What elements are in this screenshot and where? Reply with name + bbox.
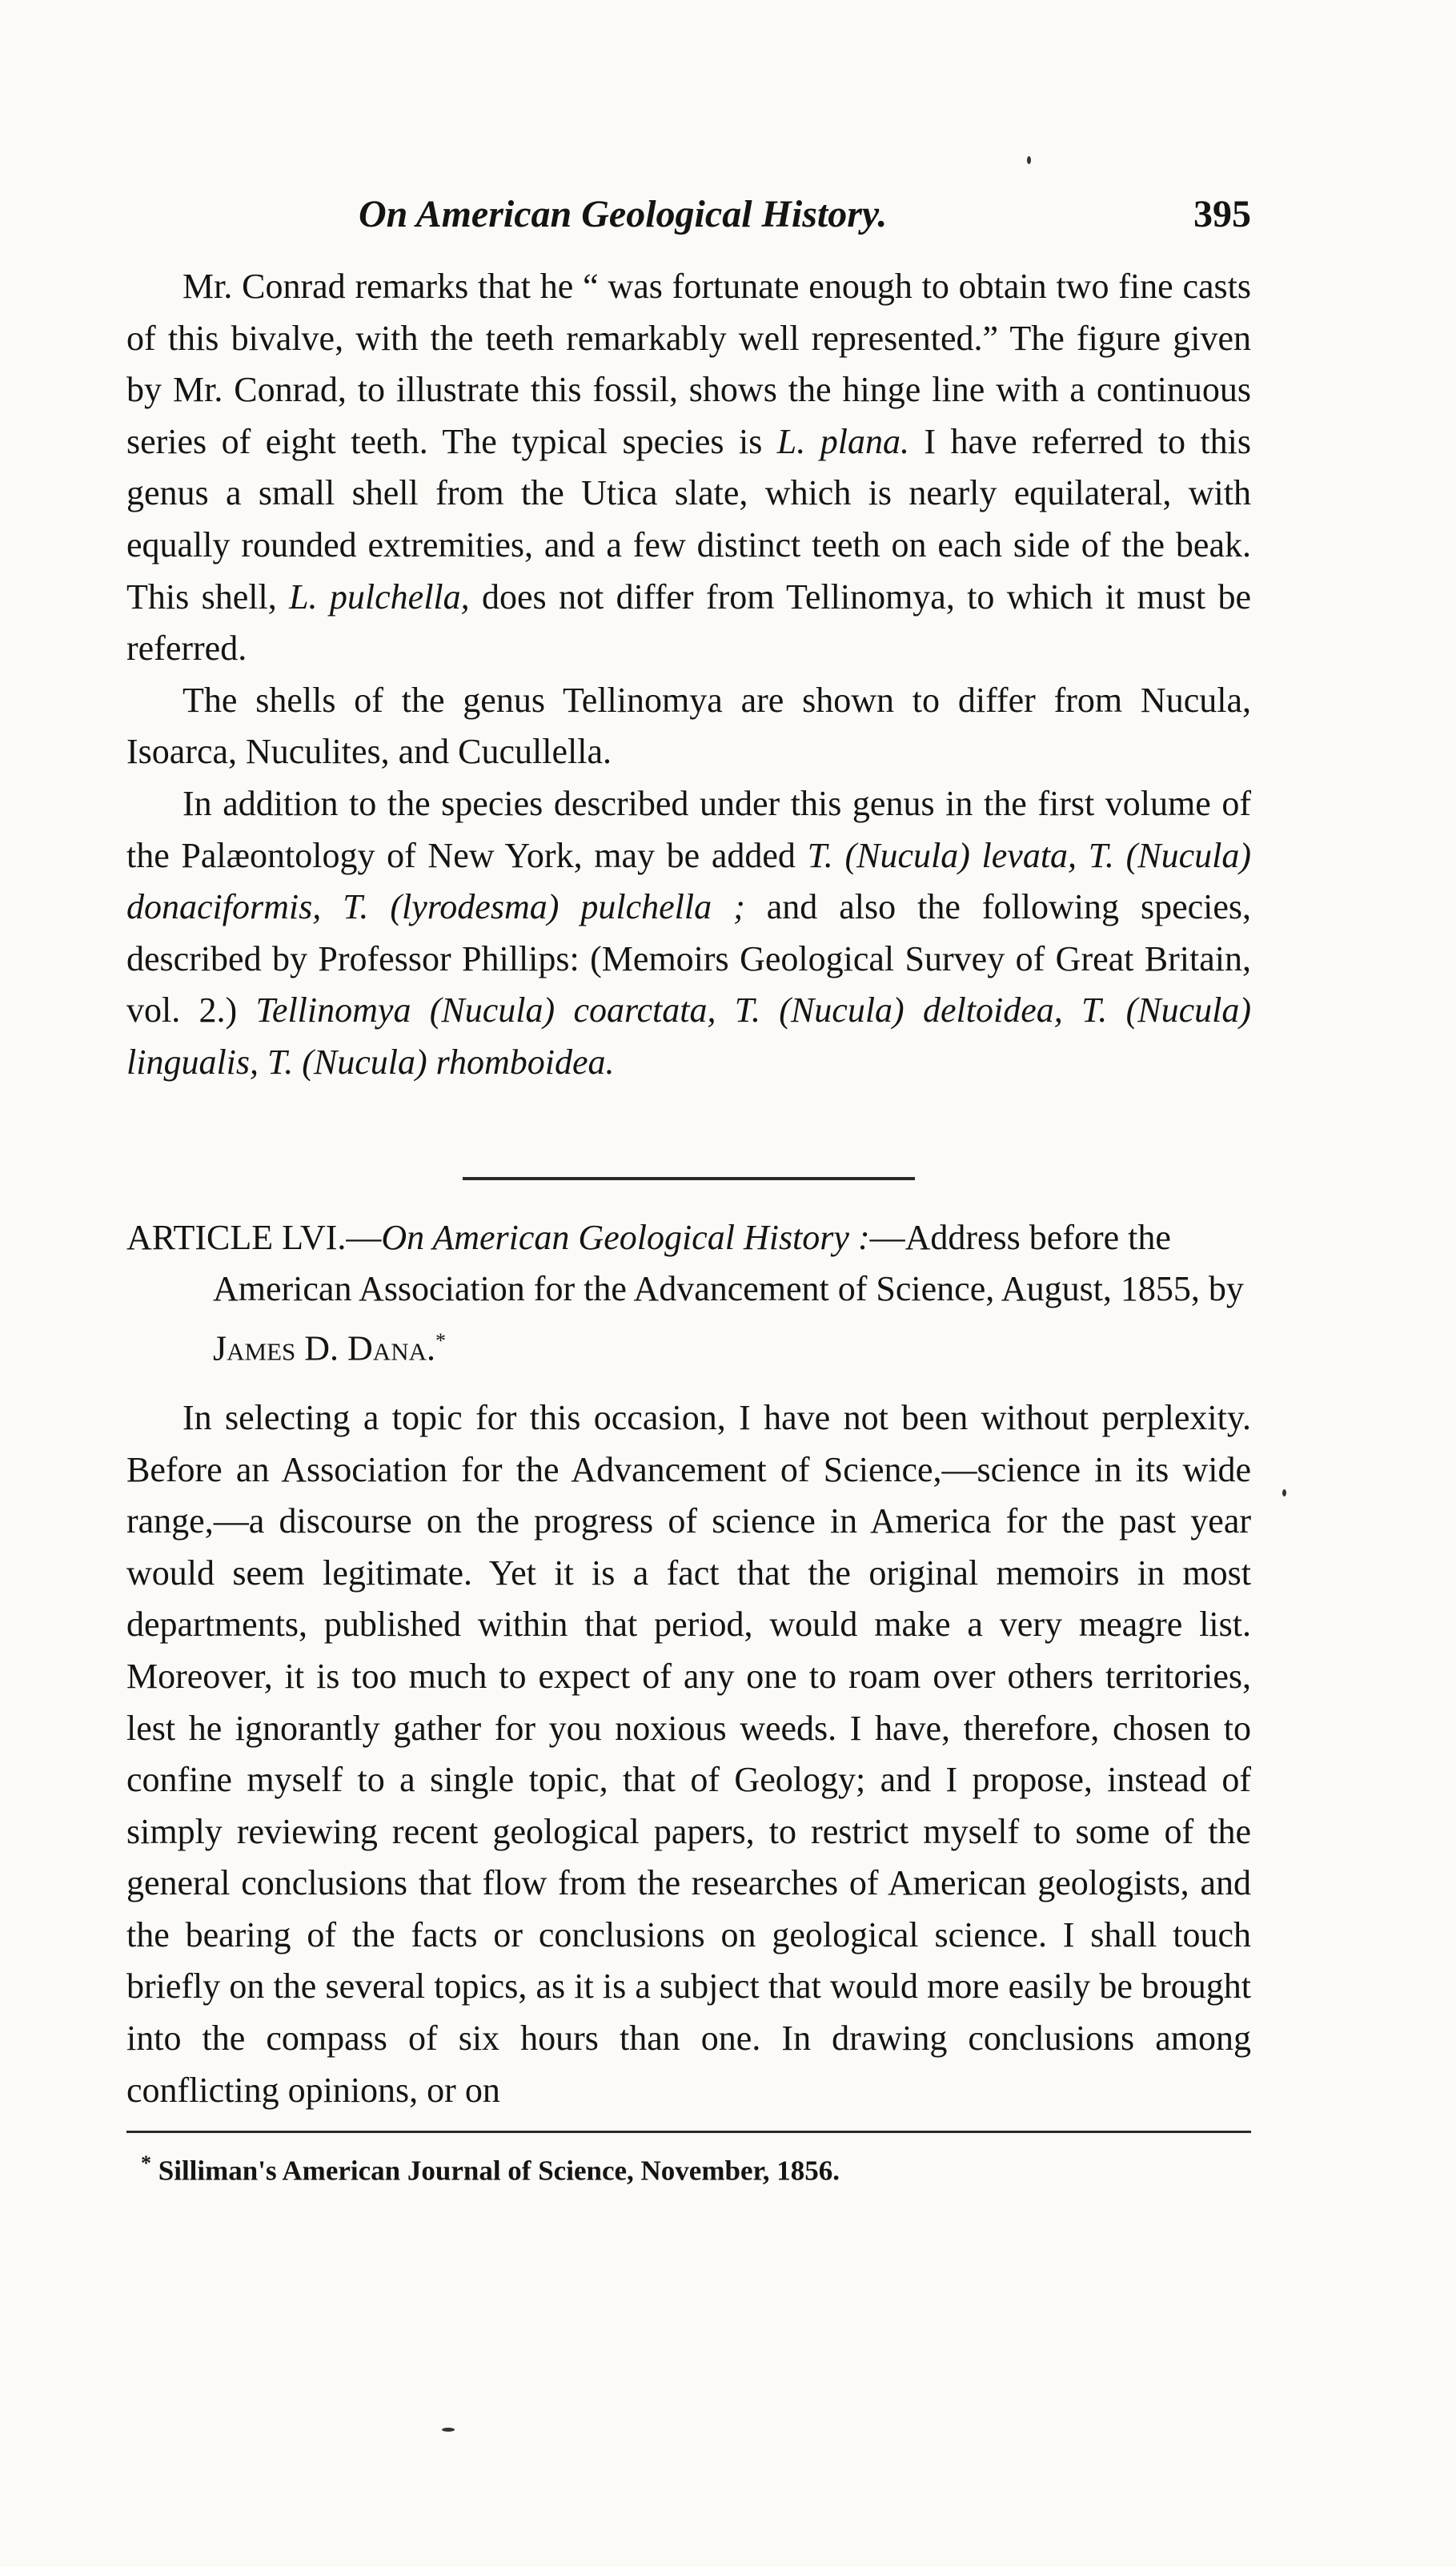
- print-speck: [1027, 156, 1031, 164]
- footnote-reference: *: [435, 1328, 446, 1352]
- footnote-divider: [126, 2131, 1251, 2133]
- print-speck: [442, 2428, 455, 2432]
- footnote-text: Silliman's American Journal of Science, November, 1856.: [158, 2155, 840, 2187]
- section-divider: [463, 1177, 915, 1180]
- article-label: ARTICLE LVI.—: [126, 1217, 382, 1257]
- running-head: [126, 192, 1251, 255]
- body-text-main: [126, 1392, 1251, 2116]
- book-page: [126, 192, 1251, 2191]
- text-run: In selecting a topic for this occasion, I have not been without perplexity. Before an Association for the Advancement of Science,—science in its wide range,—a discourse on the progress of science in America for the past year would seem legitimate. Yet it is a fact that the original memoirs in most departments, published within that period, would make a very meagre list. Moreover, it is too much to expect of any one to roam over others territories, lest he ignorantly gather for you noxious weeds. I have, therefore, chosen to confine myself to a single topic, that of Geology; and I propose, instead of simply reviewing recent geological papers, to restrict myself to some of the general conclusions that flow from the researches of American geologists, and the bearing of the facts or conclusions on geological science. I shall touch briefly on the several topics, as it is a subject that would more easily be brought into the compass of six hours than one. In drawing conclusions among conflicting opinions, or on: [126, 1397, 1251, 2110]
- footnote-marker: *: [141, 2151, 151, 2175]
- italic-text: Tellinomya (Nucula) coarctata, T. (Nucula) deltoidea, T. (Nucula) lingualis, T. (Nucula) rhomboidea.: [126, 990, 1251, 1082]
- running-title: On American Geological History.: [359, 193, 888, 235]
- italic-text: L. pulchella,: [289, 576, 470, 617]
- paragraph: [126, 261, 1251, 675]
- paragraph: [126, 1392, 1251, 2116]
- text-run: I have referred to this genus a small shell from the Utica slate, which is nearly equilateral, with equally rounded extremities, and a few distinct teeth on each side of the beak. This shell,: [126, 421, 1251, 617]
- text-run: In addition to the species described under this genus in the first volume of the Palæontology of New York, may be added: [126, 783, 1251, 875]
- text-run: The shells of the genus Tellinomya are shown to differ from Nucula, Isoarca, Nuculites, and Cucullella.: [126, 680, 1251, 772]
- body-text-top: [126, 261, 1251, 1089]
- article-title: On American Geological History :: [381, 1217, 870, 1257]
- page-number: 395: [1193, 193, 1251, 235]
- text-run: and also the following species, described by Professor Phillips: (Memoirs Geological Survey of Great Britain, vol. 2.): [126, 887, 1252, 1030]
- footnote: [141, 2144, 1251, 2191]
- paragraph: [126, 778, 1251, 1089]
- paragraph: [126, 675, 1251, 778]
- article-subtitle: —Address before the American Association for the Advancement of Science, August, 1855, by: [213, 1217, 1244, 1309]
- italic-text: T. (Nucula) levata, T. (Nucula) donaciformis, T. (lyrodesma) pulchella ;: [126, 835, 1251, 927]
- article-heading: [126, 1212, 1251, 1375]
- article-author: James D. Dana.: [213, 1328, 435, 1368]
- text-run: Mr. Conrad remarks that he “ was fortunate enough to obtain two fine casts of this bivalve, with the teeth remarkably well represented.” The figure given by Mr. Conrad, to illustrate this fossil, shows the hinge line with a continuous series of eight teeth. The typical species is: [126, 267, 1251, 461]
- text-run: does not differ from Tellinomya, to which it must be referred.: [126, 576, 1251, 669]
- print-speck: [1282, 1489, 1286, 1496]
- italic-text: L. plana.: [776, 421, 909, 461]
